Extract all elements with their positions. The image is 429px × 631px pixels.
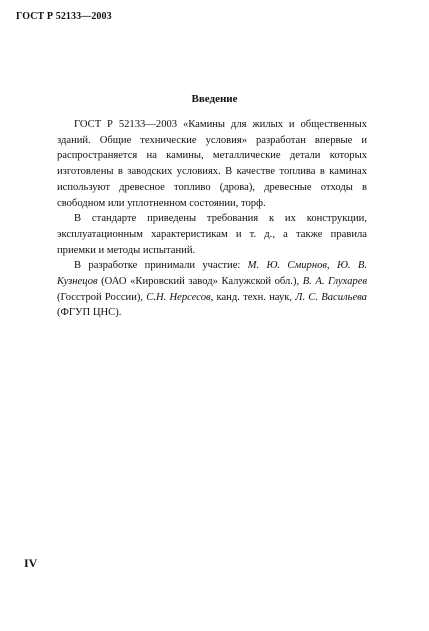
- participant-organization: , канд. техн. наук,: [210, 291, 296, 303]
- document-code-header: ГОСТ Р 52133—2003: [16, 11, 112, 22]
- page-number: IV: [24, 556, 38, 570]
- paragraph-participants: [57, 258, 367, 321]
- participants-intro: В разработке принимали участие:: [74, 260, 248, 272]
- participant-name: М. Ю. Смирнов: [247, 260, 327, 272]
- paragraph-requirements: В стандарте приведены требования к их конструкции, эксплуатационным характеристикам и т. д., а также правила приемки и методы испытаний.: [57, 213, 367, 256]
- document-body: [57, 117, 367, 321]
- participant-organization: (Госстрой России),: [57, 291, 147, 303]
- section-title: Введение: [191, 93, 238, 105]
- participant-name: Ю. В. Кузнецов: [57, 260, 367, 288]
- participant-organization: (ОАО «Кировский завод» Калужской обл.),: [97, 276, 303, 288]
- participants-separator: ,: [326, 260, 337, 272]
- participant-name: С.Н. Нерсесов: [146, 291, 211, 303]
- participant-name: Л. С. Васильева: [295, 291, 367, 303]
- participant-organization: (ФГУП ЦНС).: [57, 307, 122, 319]
- participant-name: В. А. Глухарев: [302, 276, 368, 288]
- paragraph-scope: ГОСТ Р 52133—2003 «Камины для жилых и общественных зданий. Общие технические условия» разработан впервые и распространяется на камины, металлические детали которых изготовлены в заводских условиях. В качестве топлива в каминах используют древесное топливо (дрова), древесные отходы в свободном или уплотненном состоянии, торф.: [57, 119, 367, 209]
